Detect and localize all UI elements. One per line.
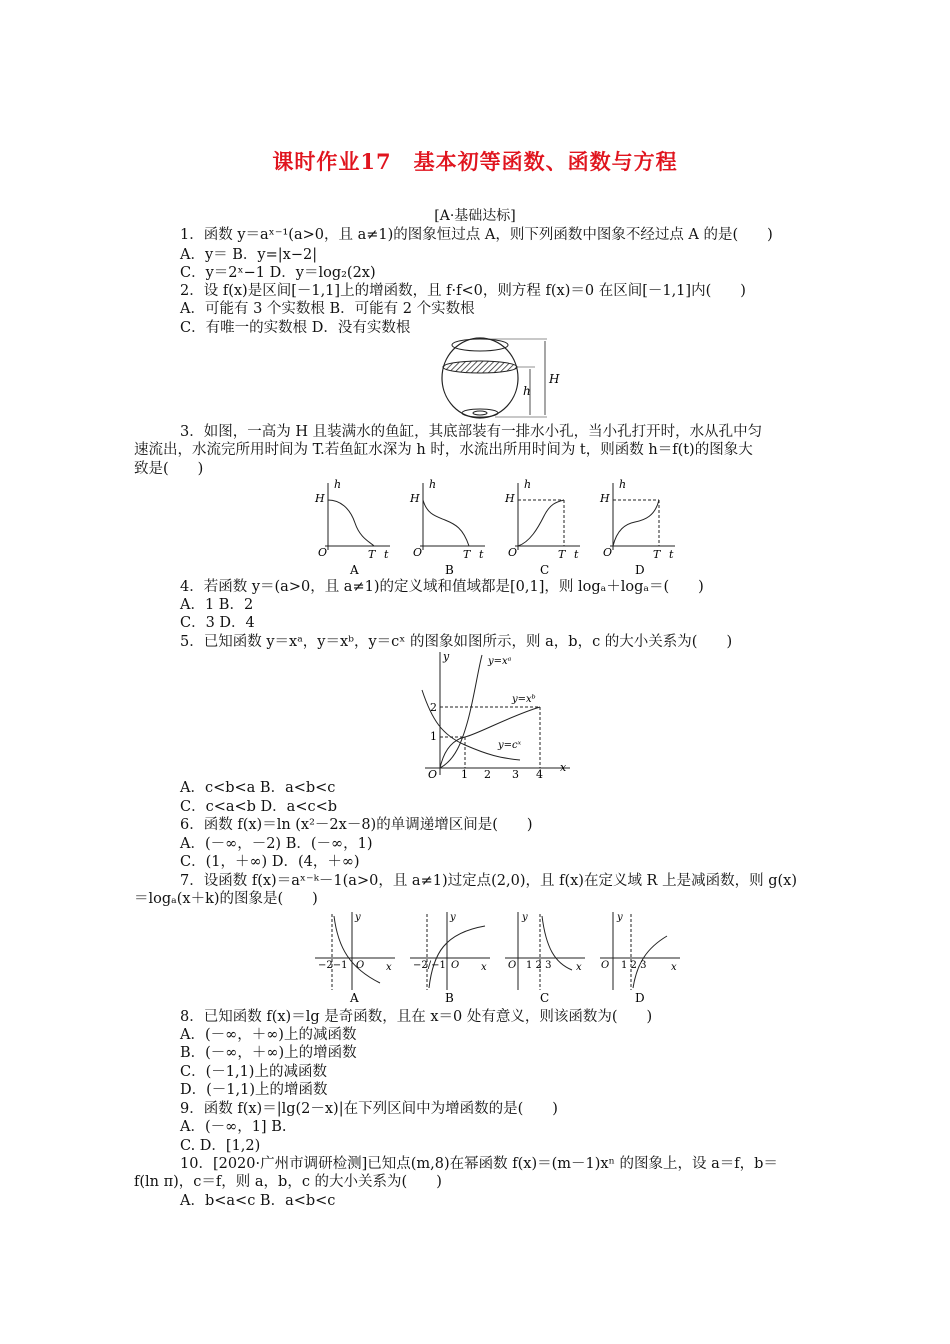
q8-b: B．(－∞，＋∞)上的增函数 bbox=[180, 1045, 357, 1061]
q5: 5．已知函数 y＝xᵃ，y＝xᵇ，y＝cˣ 的图象如图所示，则 a，b，c 的大小关系为( ) bbox=[180, 634, 733, 650]
q6-ab: A．(－∞，－2) B．(－∞，1) bbox=[180, 836, 373, 852]
svg-text:y=xᵇ: y=xᵇ bbox=[512, 694, 536, 705]
graph-b bbox=[409, 478, 485, 577]
svg-text:1 2 3: 1 2 3 bbox=[526, 960, 552, 971]
q2-ab: A．可能有 3 个实数根 B．可能有 2 个实数根 bbox=[180, 301, 475, 317]
graph-7a bbox=[315, 912, 395, 1005]
graph-7d bbox=[600, 912, 680, 1005]
fish-tank-figure bbox=[435, 335, 565, 420]
svg-text:y: y bbox=[522, 912, 528, 923]
q1-cd: C．y＝2ˣ−1 D．y＝log₂(2x) bbox=[180, 265, 376, 281]
svg-text:x: x bbox=[481, 962, 487, 973]
q7-option-graphs bbox=[310, 908, 690, 1006]
svg-text:O: O bbox=[451, 960, 460, 971]
svg-text:−2/−1: −2/−1 bbox=[413, 960, 446, 971]
q1: 1．函数 y＝aˣ⁻¹(a>0，且 a≠1)的图象恒过点 A，则下列函数中图象不经过点 A 的是( ) bbox=[180, 227, 773, 243]
graph-d bbox=[599, 478, 675, 577]
q10-l1: 10．[2020·广州市调研检测]已知点(m,8)在幂函数 f(x)＝(m－1)xⁿ 的图象上，设 a＝f，b＝ bbox=[180, 1156, 778, 1172]
q6: 6．函数 f(x)＝ln (x²－2x－8)的单调递增区间是( ) bbox=[180, 817, 533, 833]
svg-text:3: 3 bbox=[512, 768, 519, 780]
svg-text:C: C bbox=[540, 991, 550, 1005]
svg-text:B: B bbox=[445, 991, 454, 1005]
svg-text:2: 2 bbox=[430, 701, 437, 714]
svg-text:t: t bbox=[669, 548, 674, 561]
svg-text:T: T bbox=[463, 548, 471, 561]
q3-l2: 速流出，水流完所用时间为 T.若鱼缸水深为 h 时，水流出所用时间为 t，则函数 h＝f(t)的图象大 bbox=[134, 442, 753, 458]
q2-cd: C．有唯一的实数根 D．没有实数根 bbox=[180, 320, 411, 336]
svg-text:O: O bbox=[428, 768, 438, 780]
svg-text:x: x bbox=[576, 962, 582, 973]
svg-text:h: h bbox=[334, 478, 342, 491]
q4-ab: A．1 B．2 bbox=[180, 597, 254, 613]
q8-a: A．(－∞，＋∞)上的减函数 bbox=[180, 1027, 357, 1043]
svg-text:O: O bbox=[318, 546, 328, 559]
svg-text:T: T bbox=[368, 548, 376, 561]
svg-text:B: B bbox=[445, 563, 454, 577]
svg-text:y=xᵃ: y=xᵃ bbox=[488, 656, 512, 667]
svg-text:y: y bbox=[355, 912, 361, 923]
svg-text:4: 4 bbox=[536, 768, 543, 780]
svg-text:O: O bbox=[356, 960, 365, 971]
q6-cd: C．(1，＋∞) D．(4，＋∞) bbox=[180, 854, 360, 870]
svg-text:t: t bbox=[479, 548, 484, 561]
svg-text:O: O bbox=[413, 546, 423, 559]
svg-text:t: t bbox=[574, 548, 579, 561]
q10-ab: A．b<a<c B．a<b<c bbox=[180, 1193, 336, 1209]
graph-7c bbox=[505, 912, 585, 1005]
q7-l2: ＝logₐ(x＋k)的图象是( ) bbox=[134, 891, 318, 907]
svg-text:1: 1 bbox=[461, 768, 468, 780]
svg-text:H: H bbox=[505, 492, 515, 505]
svg-text:H: H bbox=[315, 492, 325, 505]
svg-text:y: y bbox=[443, 650, 450, 663]
graph-7b bbox=[410, 912, 490, 1005]
svg-text:h: h bbox=[619, 478, 627, 491]
svg-text:x: x bbox=[671, 962, 677, 973]
q8-d: D．(－1,1)上的增函数 bbox=[180, 1082, 328, 1098]
q5-ab: A．c<b<a B．a<b<c bbox=[180, 780, 336, 796]
svg-text:1: 1 bbox=[430, 730, 437, 743]
svg-text:x: x bbox=[386, 962, 392, 973]
svg-text:T: T bbox=[653, 548, 661, 561]
fig3-H: H bbox=[549, 372, 560, 386]
svg-text:A: A bbox=[350, 991, 359, 1005]
q3-l1: 3．如图，一高为 H 且装满水的鱼缸，其底部装有一排水小孔，当小孔打开时，水从孔中匀 bbox=[180, 424, 763, 440]
q2: 2．设 f(x)是区间[－1,1]上的增函数，且 f·f<0，则方程 f(x)＝0 在区间[－1,1]内( ) bbox=[180, 283, 746, 299]
page-title: 课时作业17 基本初等函数、函数与方程 bbox=[272, 149, 678, 174]
svg-text:T: T bbox=[558, 548, 566, 561]
svg-text:y: y bbox=[450, 912, 456, 923]
svg-text:D: D bbox=[635, 991, 645, 1005]
q7-l1: 7．设函数 f(x)＝aˣ⁻ᵏ－1(a>0，且 a≠1)过定点(2,0)，且 f(x)在定义域 R 上是减函数，则 g(x) bbox=[180, 873, 797, 889]
q8: 8．已知函数 f(x)＝lg 是奇函数，且在 x＝0 处有意义，则该函数为( ) bbox=[180, 1009, 653, 1025]
svg-text:C: C bbox=[540, 563, 550, 577]
svg-text:2: 2 bbox=[484, 768, 491, 780]
section-heading: [A·基础达标] bbox=[434, 208, 516, 224]
svg-text:O: O bbox=[603, 546, 613, 559]
graph-a bbox=[314, 478, 390, 577]
svg-text:−2−1: −2−1 bbox=[318, 960, 348, 971]
svg-text:h: h bbox=[524, 478, 532, 491]
svg-text:t: t bbox=[384, 548, 389, 561]
svg-text:y=cˣ: y=cˣ bbox=[498, 740, 522, 751]
svg-text:y: y bbox=[617, 912, 623, 923]
svg-text:H: H bbox=[410, 492, 420, 505]
graph-c bbox=[504, 478, 580, 577]
svg-text:O: O bbox=[601, 960, 610, 971]
svg-text:h: h bbox=[429, 478, 437, 491]
q9-ab: A．(－∞，1] B. bbox=[180, 1119, 287, 1135]
q8-c: C．(－1,1)上的减函数 bbox=[180, 1064, 327, 1080]
q10-l2: f(ln π)，c＝f，则 a，b，c 的大小关系为( ) bbox=[134, 1174, 442, 1190]
q5-cd: C．c<a<b D．a<c<b bbox=[180, 799, 338, 815]
q4-cd: C．3 D．4 bbox=[180, 615, 255, 631]
svg-text:A: A bbox=[350, 563, 359, 577]
q9-cd: C. D．[1,2) bbox=[180, 1138, 261, 1154]
svg-text:x: x bbox=[560, 761, 567, 774]
q5-graph bbox=[420, 650, 580, 780]
q1-ab: A．y＝ B．y=|x−2| bbox=[180, 247, 318, 263]
q4: 4．若函数 y＝(a>0，且 a≠1)的定义域和值域都是[0,1]，则 logₐ＋logₐ＝( ) bbox=[180, 579, 704, 595]
q9: 9．函数 f(x)＝|lg(2－x)|在下列区间中为增函数的是( ) bbox=[180, 1101, 558, 1117]
svg-text:H: H bbox=[600, 492, 610, 505]
svg-text:O: O bbox=[508, 960, 517, 971]
svg-text:O: O bbox=[508, 546, 518, 559]
q3-l3: 致是( ) bbox=[134, 461, 204, 477]
q3-option-graphs bbox=[310, 478, 690, 578]
fig3-h: h bbox=[523, 384, 531, 398]
svg-text:1 2 3: 1 2 3 bbox=[621, 960, 647, 971]
svg-text:D: D bbox=[635, 563, 645, 577]
